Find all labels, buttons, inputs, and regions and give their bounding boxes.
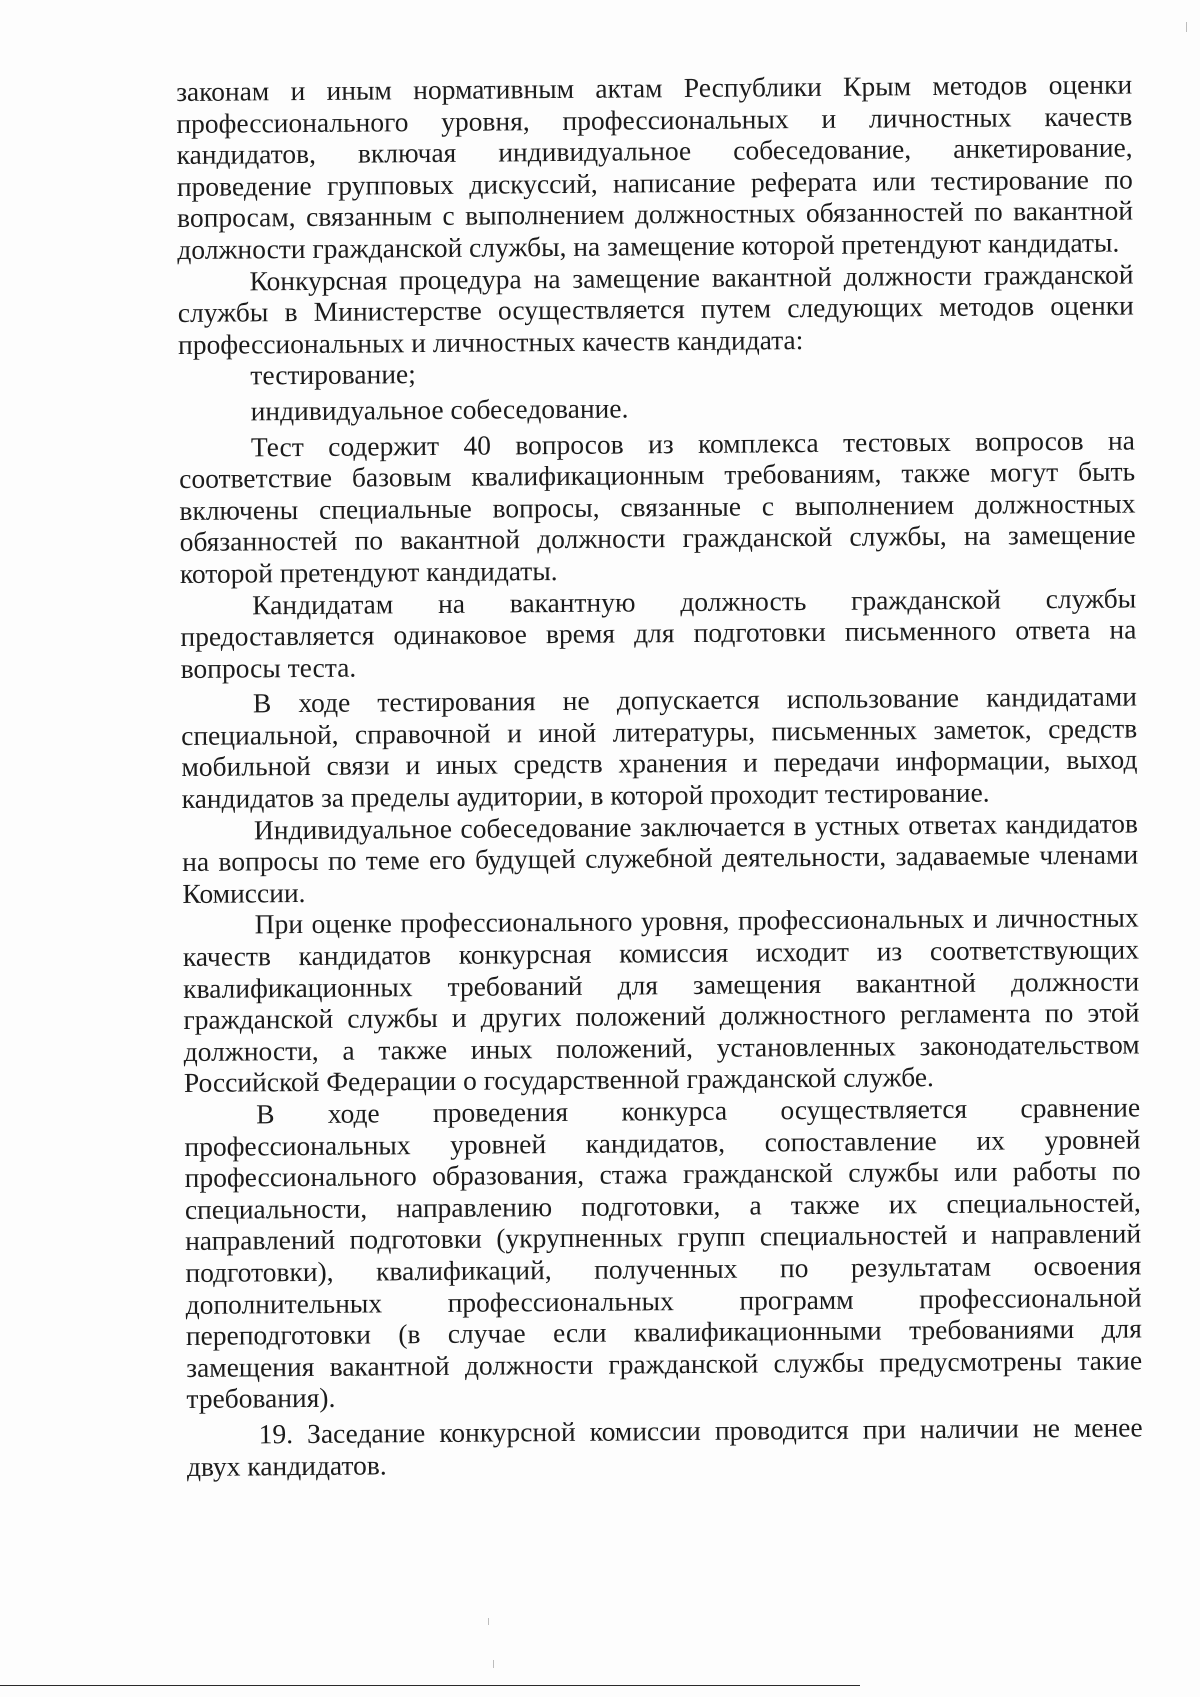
scan-speck — [1186, 22, 1187, 32]
paragraph-evaluation-criteria: При оценке профессионального уровня, профессиональных и личностных качеств кандидатов конкурсная комиссия исходит из соответствующих квалификационных требований для замещения вакантной должности гражданской службы и других положений должностного регламента по этой должности, а также иных положений, установленных законодательством Российской Федерации о государственной гражданской службе. — [182, 901, 1140, 1099]
scan-speck — [488, 1618, 489, 1625]
scan-speck — [493, 1660, 494, 1668]
paragraph-candidate-comparison: В ходе проведения конкурса осуществляется сравнение профессиональных уровней кандидатов, сопоставление их уровней профессионального образования, стажа гражданской службы или работы по специальности, направлению подготовки, а также их специальностей, направлений подготовки (укрупненных групп специальностей и направлений подготовки), квалификаций, полученных по результатам освоения дополнительных профессиональных программ профессиональной переподготовки (в случае если квалификационными требованиями для замещения вакантной должности гражданской службы предусмотрены такие требования). — [184, 1091, 1143, 1415]
paragraph-competition-procedure: Конкурсная процедура на замещение вакантной должности гражданской службы в Министерстве осуществляется путем следующих методов оценки профессиональных и личностных качеств кандидата: — [177, 258, 1134, 360]
paragraph-testing-restrictions: В ходе тестирования не допускается использование кандидатами специальной, справочной и иной литературы, письменных заметок, средств мобильной связи и иных средств хранения и передачи информации, выход кандидатов за пределы аудитории, в которой проходит тестирование. — [181, 680, 1138, 815]
bottom-rule-line — [0, 1685, 860, 1686]
list-item-interview: индивидуальное собеседование. — [250, 392, 629, 427]
paragraph-individual-interview: Индивидуальное собеседование заключается в устных ответах кандидатов на вопросы по теме его будущей служебной деятельности, задаваемые членами Комиссии. — [182, 807, 1139, 909]
paragraph-item-19: 19. Заседание конкурсной комиссии проводится при наличии не менее двух кандидатов. — [186, 1411, 1143, 1482]
paragraph-assessment-methods: законам и иным нормативным актам Республики Крым методов оценки профессионального уровня, профессиональных и личностных качеств кандидатов, включая индивидуальное собеседование, анкетирование, проведение групповых дискуссий, написание реферата или тестирование по вопросам, связанным с выполнением должностных обязанностей по вакантной должности гражданской службы, на замещение которой претендуют кандидаты. — [176, 68, 1134, 265]
paragraph-test-contents: Тест содержит 40 вопросов из комплекса тестовых вопросов на соответствие базовым квалификационным требованиям, также могут быть включены специальные вопросы, связанные с выполнением должностных обязанностей по вакантной должности гражданской службы, на замещение которой претендуют кандидаты. — [179, 424, 1136, 589]
paragraph-equal-time: Кандидатам на вакантную должность гражданской службы предоставляется одинаковое время для подготовки письменного ответа на вопросы теста. — [180, 581, 1137, 684]
list-item-testing: тестирование; — [250, 358, 416, 391]
document-body — [176, 68, 1143, 1482]
